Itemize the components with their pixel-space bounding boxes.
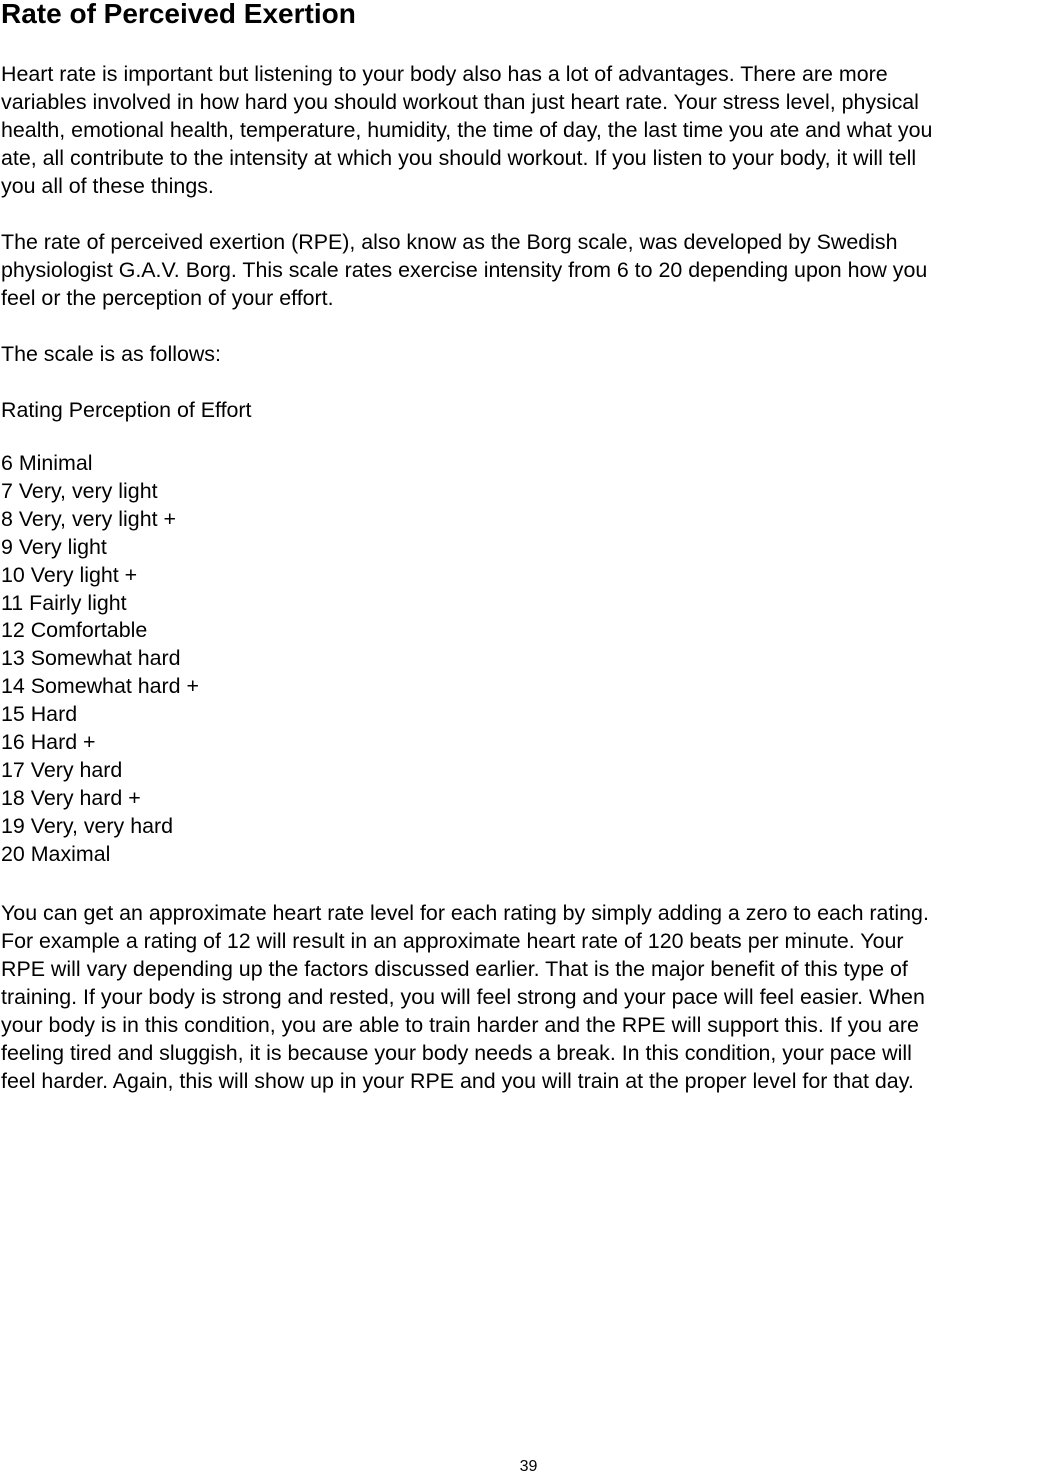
scale-item: 16 Hard +: [1, 730, 96, 755]
scale-item: 13 Somewhat hard: [1, 646, 181, 671]
scale-item: 18 Very hard +: [1, 785, 141, 810]
scale-item: 20 Maximal: [1, 841, 111, 866]
scale-item: 10 Very light +: [1, 562, 138, 587]
page-number: 39: [519, 1458, 538, 1475]
scale-item: 9 Very light: [1, 534, 107, 559]
scale-item: 17 Very hard: [1, 757, 123, 782]
scale-item: 14 Somewhat hard +: [1, 674, 199, 699]
page-title: Rate of Perceived Exertion: [1, 0, 356, 29]
scale-item: 11 Fairly light: [1, 590, 127, 615]
scale-item: 15 Hard: [1, 702, 78, 727]
borg-scale-paragraph: The rate of perceived exertion (RPE), also know as the Borg scale, was developed by Swedish physiologist G.A.V. Borg. This scale rates exercise intensity from 6 to 20 depending upon how you feel or the perception of your effort.: [1, 230, 928, 310]
scale-item: 12 Comfortable: [1, 618, 148, 643]
scale-item: 7 Very, very light: [1, 478, 158, 503]
scale-item: 8 Very, very light +: [1, 506, 176, 531]
scale-header: Rating Perception of Effort: [1, 398, 252, 422]
intro-paragraph: Heart rate is important but listening to your body also has a lot of advantages. There are more variables involved in how hard you should workout than just heart rate. Your stress level, physical health, emotional health, temperature, humidity, the time of day, the last time you ate and what you ate, all contribute to the intensity at which you should workout. If you listen to your body, it will tell you all of these things.: [1, 62, 933, 198]
heart-rate-paragraph: You can get an approximate heart rate level for each rating by simply adding a zero to each rating. For example a rating of 12 will result in an approximate heart rate of 120 beats per minute. Your RPE will vary depending up the factors discussed earlier. That is the major benefit of this type of training. If your body is strong and rested, you will feel strong and your pace will feel easier. When your body is in this condition, you are able to train harder and the RPE will support this. If you are feeling tired and sluggish, it is because your body needs a break. In this condition, your pace will feel harder. Again, this will show up in your RPE and you will train at the proper level for that day.: [1, 901, 929, 1093]
rpe-scale-list: [1, 450, 199, 869]
scale-intro: The scale is as follows:: [1, 342, 221, 366]
scale-item: 19 Very, very hard: [1, 813, 174, 838]
scale-item: 6 Minimal: [1, 451, 93, 475]
